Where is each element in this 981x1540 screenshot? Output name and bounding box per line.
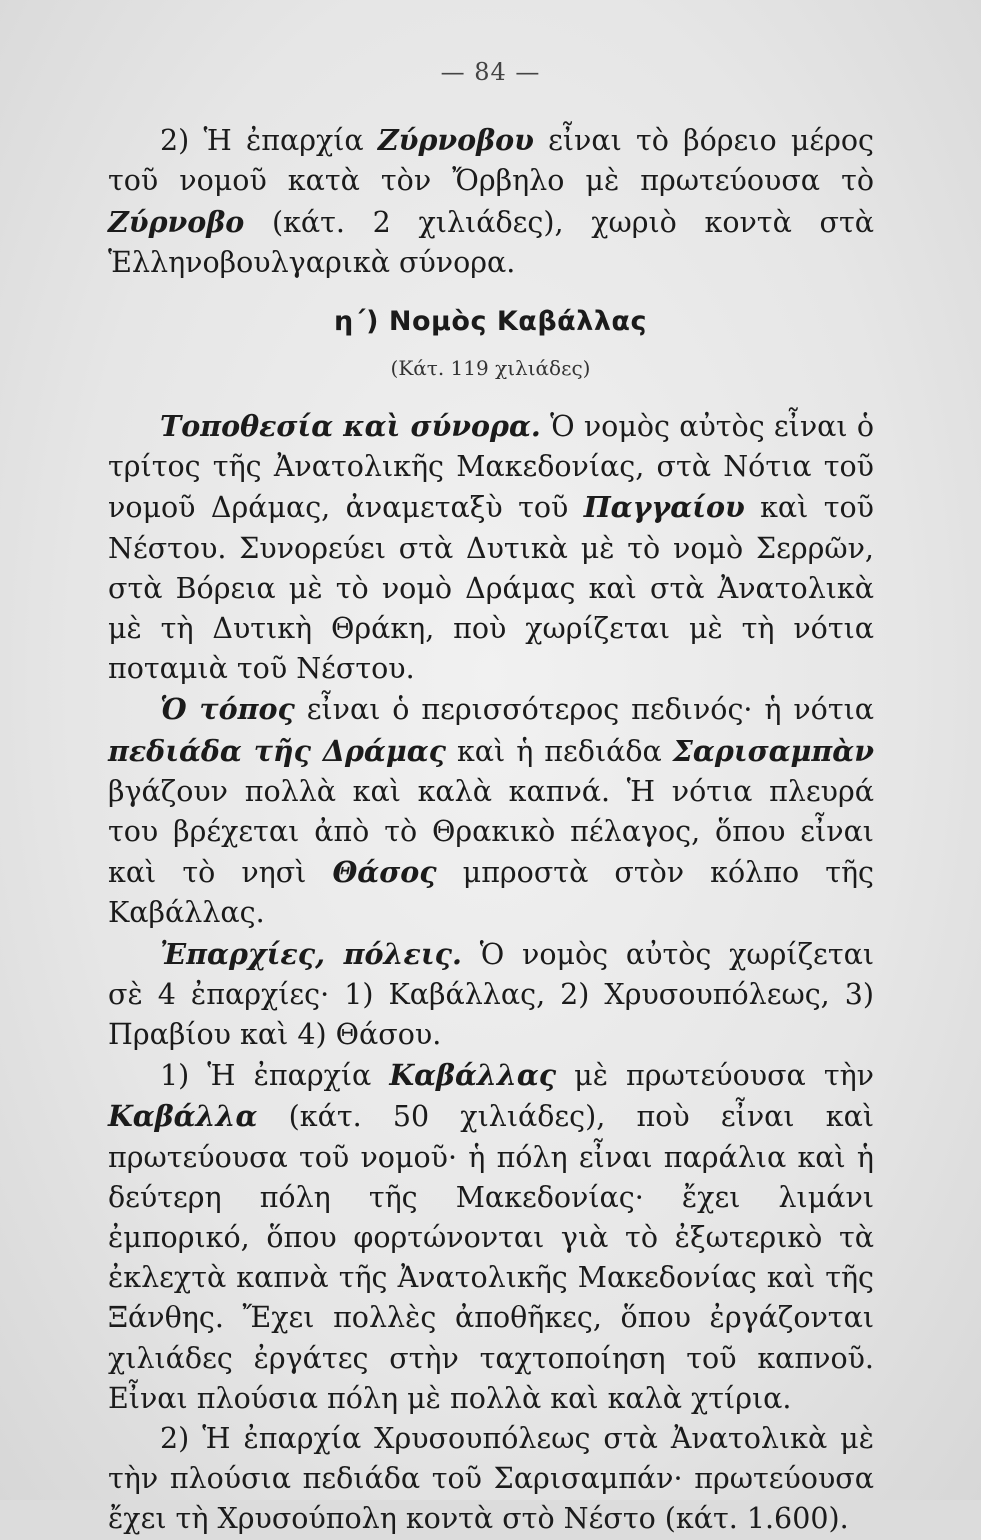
paragraph-location: [108, 406, 874, 689]
intro-block: [108, 120, 874, 283]
kavala-lead: 1) Ἡ ἐπαρχία: [160, 1059, 390, 1093]
section-body: [108, 406, 874, 1540]
kavala-text-b: (κάτ. 50 χιλιάδες), ποὺ εἶναι καὶ πρωτεύουσα τοῦ νομοῦ· ἡ πόλη εἶναι παράλια καὶ ἡ δεύτερη πόλη τῆς Μακεδονίας· ἔχει λιμάνι ἐμπορικό, ὅπου φορτώνονται γιὰ τὸ ἐξωτερικὸ τὰ ἐκλεχτὰ καπνὰ τῆς Ἀνατολικῆς Μακεδονίας καὶ τῆς Ξάνθης. Ἔχει πολλὲς ἀποθῆκες, ὅπου ἐργάζονται χιλιάδες ἐργάτες στὴν ταχτοποίηση τοῦ καπνοῦ. Εἶναι πλούσια πόλη μὲ πολλὰ καὶ καλὰ χτίρια.: [108, 1100, 874, 1415]
paragraph-provinces: [108, 934, 874, 1056]
zyrnovo-term-2: Ζύρνοβο: [108, 204, 245, 239]
terrain-text-d: μπροστὰ στὸν κόλπο τῆς Καβάλλας.: [108, 856, 874, 930]
terrain-text-c: βγάζουν πολλὰ καὶ καλὰ καπνά. Ἡ νότια πλευρά του βρέχεται ἀπὸ τὸ Θρακικὸ πέλαγος, ὅπου εἶναι καὶ τὸ νησὶ: [108, 774, 874, 890]
location-text-b: καὶ τοῦ Νέστου. Συνορεύει στὰ Δυτικὰ μὲ τὸ νομὸ Σερρῶν, στὰ Βόρεια μὲ τὸ νομὸ Δράμας καὶ στὰ Ἀνατολικὰ μὲ τὴ Δυτικὴ Θράκη, ποὺ χωρίζεται μὲ τὴ νότια ποταμιὰ τοῦ Νέστου.: [108, 491, 874, 686]
terrain-text-a: εἶναι ὁ περισσότερος πεδινός· ἡ νότια: [294, 693, 875, 727]
sarisampan-term: Σαρισαμπὰν: [672, 733, 874, 768]
paragraph-kavala: [108, 1055, 874, 1419]
section-heading: η΄) Νομὸς Καβάλλας: [334, 306, 647, 337]
paragraph-terrain: [108, 689, 874, 933]
zyrnovo-term-1: Ζύρνοβου: [377, 123, 534, 157]
intro-paragraph: [108, 120, 874, 283]
provinces-title: Ἐπαρχίες, πόλεις.: [160, 936, 462, 971]
kavala-text-a: μὲ πρωτεύουσα τὴν: [556, 1059, 874, 1093]
location-text-a: Ὁ νομὸς αὐτὸς εἶναι ὁ τρίτος τῆς Ἀνατολικῆς Μακεδονίας, στὰ Νότια τοῦ νομοῦ Δράμας, ἀναμεταξὺ τοῦ: [108, 410, 874, 525]
paragraph-chrysoupoli: 2) Ἡ ἐπαρχία Χρυσουπόλεως στὰ Ἀνατολικὰ μὲ τὴν πλούσια πεδιάδα τοῦ Σαρισαμπάν· πρωτεύουσα ἔχει τὴ Χρυσούπολη κοντὰ στὸ Νέστο (κάτ. 1.600).: [108, 1422, 874, 1536]
page-number: — 84 —: [440, 58, 541, 86]
pangaio-term: Παγγαίου: [583, 490, 745, 525]
thasos-term: Θάσος: [332, 855, 437, 890]
intro-tail: (κάτ. 2 χιλιάδες), χωριὸ κοντὰ στὰ Ἑλληνοβουλγαρικὰ σύνορα.: [108, 205, 874, 279]
kavallas-term: Καβάλλας: [389, 1058, 557, 1093]
section-population: (Κάτ. 119 χιλιάδες): [390, 356, 591, 380]
provinces-text: Ὁ νομὸς αὐτὸς χωρίζεται σὲ 4 ἐπαρχίες· 1) Καβάλλας, 2) Χρυσουπόλεως, 3) Πραβίου καὶ 4) Θάσου.: [108, 937, 875, 1052]
terrain-text-b: καὶ ἡ πεδιάδα: [445, 734, 673, 768]
location-title: Τοποθεσία καὶ σύνορα.: [160, 409, 541, 443]
kavala-term: Καβάλλα: [108, 1099, 258, 1134]
drama-plain-term: πεδιάδα τῆς Δράμας: [108, 733, 446, 768]
intro-mid: εἶναι τὸ βόρειο μέρος τοῦ νομοῦ κατὰ τὸν Ὄρβηλο μὲ πρωτεύουσα τὸ: [108, 124, 874, 198]
intro-lead: 2) Ἡ ἐπαρχία: [160, 124, 378, 157]
topos-term: Ὁ τόπος: [160, 692, 295, 727]
